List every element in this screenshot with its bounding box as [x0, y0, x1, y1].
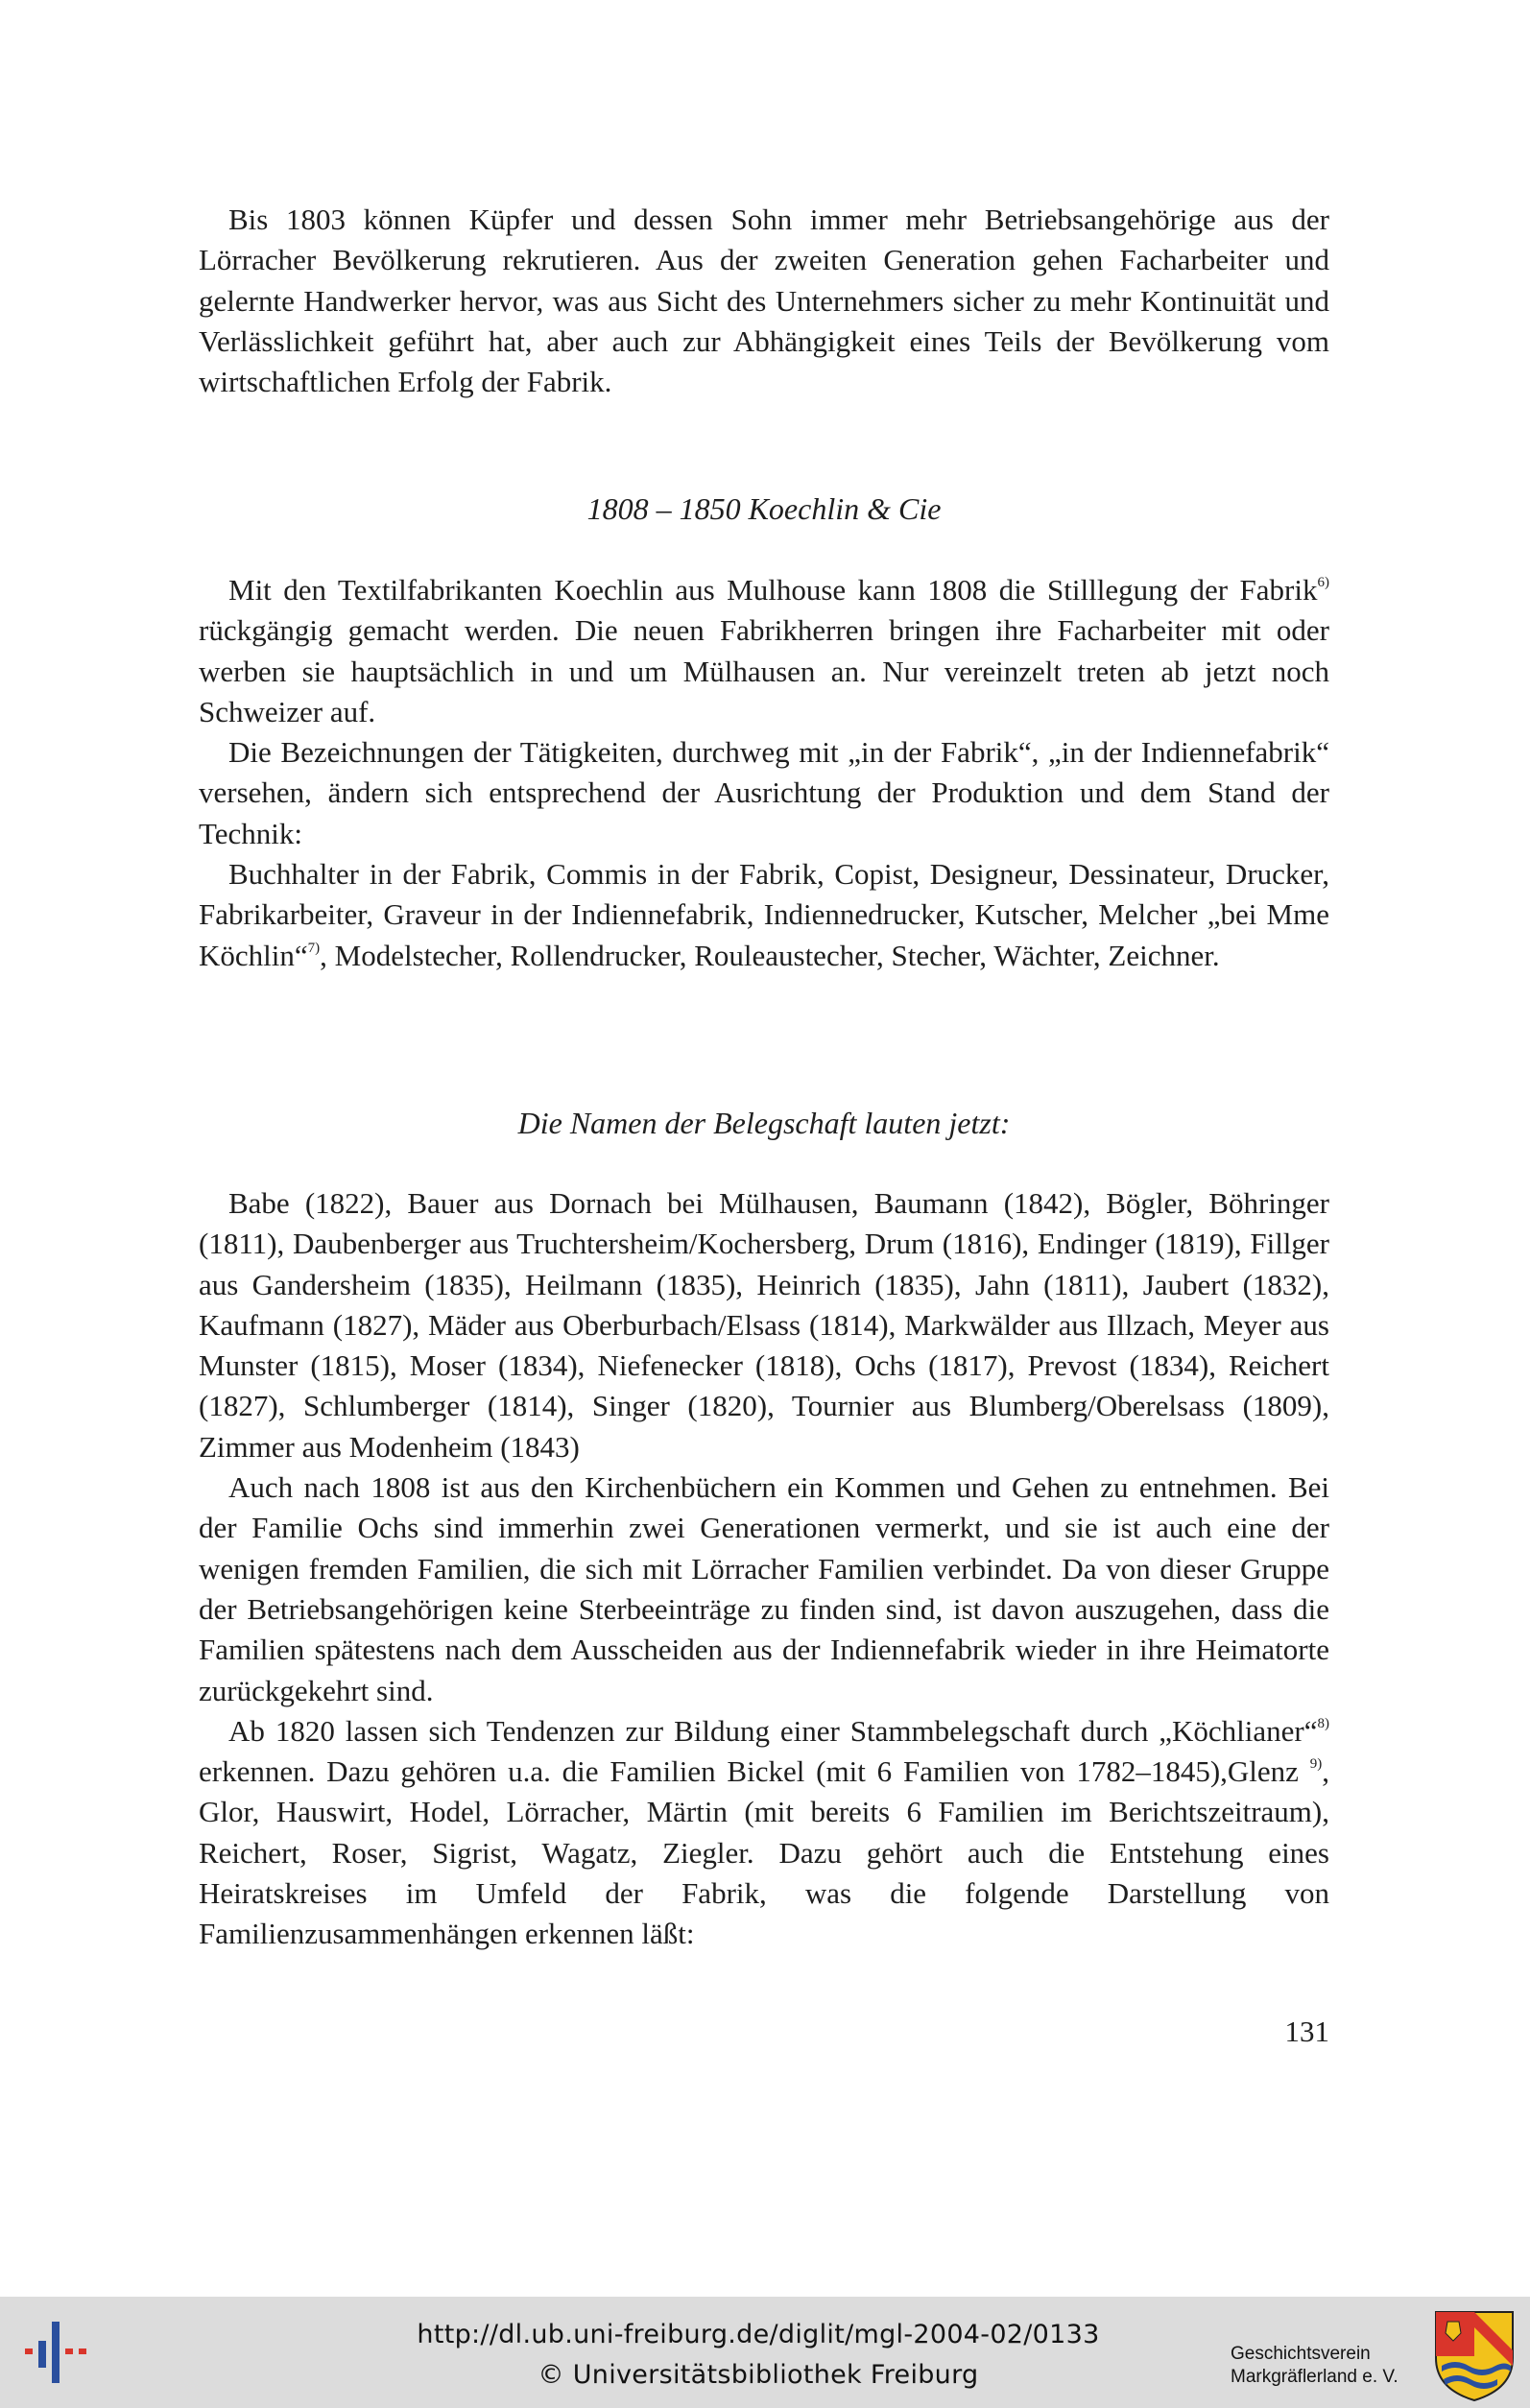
section-names-text — [199, 1183, 1329, 1955]
stammbelegschaft-paragraph — [199, 1711, 1329, 1955]
footnote-marker: 6) — [1317, 575, 1329, 590]
text-run: Ab 1820 lassen sich Tendenzen zur Bildung einer Stammbelegschaft durch „Köchlianer“ — [228, 1713, 1318, 1748]
society-name-line: Geschichtsverein — [1231, 2344, 1371, 2364]
ub-freiburg-logo-icon — [19, 2314, 100, 2395]
after-1808-paragraph: Auch nach 1808 ist aus den Kirchenbüchern ein Kommen und Gehen zu entnehmen. Bei der Familie Ochs sind immerhin zwei Generationen vermerkt, und sie ist auch eine der wenigen fremden Familien, die sich mit Lörracher Familien verbindet. Da von dieser Gruppe der Betriebsangehörigen keine Sterbeeinträge zu finden sind, ist davon auszugehen, dass die Familien spätestens nach dem Ausscheiden aus der Indiennefabrik wieder in ihre Heimatorte zurückgekehrt sind. — [199, 1470, 1329, 1707]
footnote-marker: 8) — [1317, 1715, 1329, 1731]
footnote-marker: 9) — [1309, 1756, 1323, 1773]
occupations-paragraph — [199, 854, 1329, 976]
text-run: erkennen. Dazu gehören u.a. die Familien Bickel (mit 6 Familien von 1782–1845),Glenz — [199, 1754, 1310, 1789]
koechlin-paragraph-1 — [199, 570, 1329, 732]
intro-text-block — [199, 200, 1329, 402]
copyright-text: © Universitätsbibliothek Freiburg — [538, 2360, 979, 2390]
text-run: , Glor, Hauswirt, Hodel, Lörracher, Märtin (mit bereits 6 Familien im Berichtszeitraum), Reichert, Roser, Sigrist, Wagatz, Ziegler. Dazu gehört auch die Entstehung eines Heiratskreises im Umfeld der Fabrik, was die folgende Darstellung von Familienzusammenhängen erkennen läßt: — [199, 1754, 1329, 1951]
section-heading-names: Die Namen der Belegschaft lauten jetzt: — [517, 1106, 1011, 1140]
text-run: rückgängig gemacht werden. Die neuen Fabrikherren bringen ihre Facharbeiter mit oder werben sie hauptsächlich in und um Mülhausen an. Nur vereinzelt treten ab jetzt noch Schweizer auf. — [199, 613, 1329, 728]
text-run: Mit den Textilfabrikanten Koechlin aus Mulhouse kann 1808 die Stilllegung der Fabrik — [228, 573, 1318, 607]
section-heading-koechlin: 1808 – 1850 Koechlin & Cie — [586, 491, 942, 526]
footnote-marker: 7) — [307, 940, 321, 956]
society-name — [1231, 2343, 1422, 2389]
footer-bar — [0, 2297, 1530, 2408]
society-name-line: Markgräflerland e. V. — [1231, 2367, 1399, 2387]
text-run: Buchhalter in der Fabrik, Commis in der Fabrik, Copist, Designeur, Dessinateur, Drucker, Fabrikarbeiter, Graveur in der Indiennefabrik, Indiennedrucker, Kutscher, Melcher „bei Mme Köchlin“ — [199, 857, 1329, 972]
source-url-link[interactable]: http://dl.ub.uni-freiburg.de/diglit/mgl-2004-02/0133 — [417, 2320, 1100, 2349]
intro-paragraph: Bis 1803 können Küpfer und dessen Sohn immer mehr Betriebsangehörige aus der Lörracher Bevölkerung rekrutieren. Aus der zweiten Generation gehen Facharbeiter und gelernte Handwerker hervor, was aus Sicht des Unternehmers sicher zu mehr Kontinuität und Verlässlichkeit geführt hat, aber auch zur Abhängigkeit eines Teils der Bevölkerung vom wirtschaftlichen Erfolg der Fabrik. — [199, 203, 1329, 399]
section-koechlin-text — [199, 570, 1329, 976]
page-number: 131 — [1284, 2015, 1329, 2048]
markgraeflerland-crest-icon — [1432, 2308, 1517, 2402]
text-run: , Modelstecher, Rollendrucker, Rouleaustecher, Stecher, Wächter, Zeichner. — [320, 938, 1220, 972]
koechlin-paragraph-2: Die Bezeichnungen der Tätigkeiten, durchweg mit „in der Fabrik“, „in der Indiennefabrik“ versehen, ändern sich entsprechend der Ausrichtung der Produktion und dem Stand der Technik: — [199, 735, 1329, 850]
names-paragraph: Babe (1822), Bauer aus Dornach bei Mülhausen, Baumann (1842), Bögler, Böhringer (1811), Daubenberger aus Truchtersheim/Kochersberg, Drum (1816), Endinger (1819), Fillger aus Gandersheim (1835), Heilmann (1835), Heinrich (1835), Jahn (1811), Jaubert (1832), Kaufmann (1827), Mäder aus Oberburbach/Elsass (1814), Markwälder aus Illzach, Meyer aus Munster (1815), Moser (1834), Niefenecker (1818), Ochs (1817), Prevost (1834), Reichert (1827), Schlumberger (1814), Singer (1820), Tournier aus Blumberg/Oberelsass (1809), Zimmer aus Modenheim (1843) — [199, 1186, 1329, 1464]
